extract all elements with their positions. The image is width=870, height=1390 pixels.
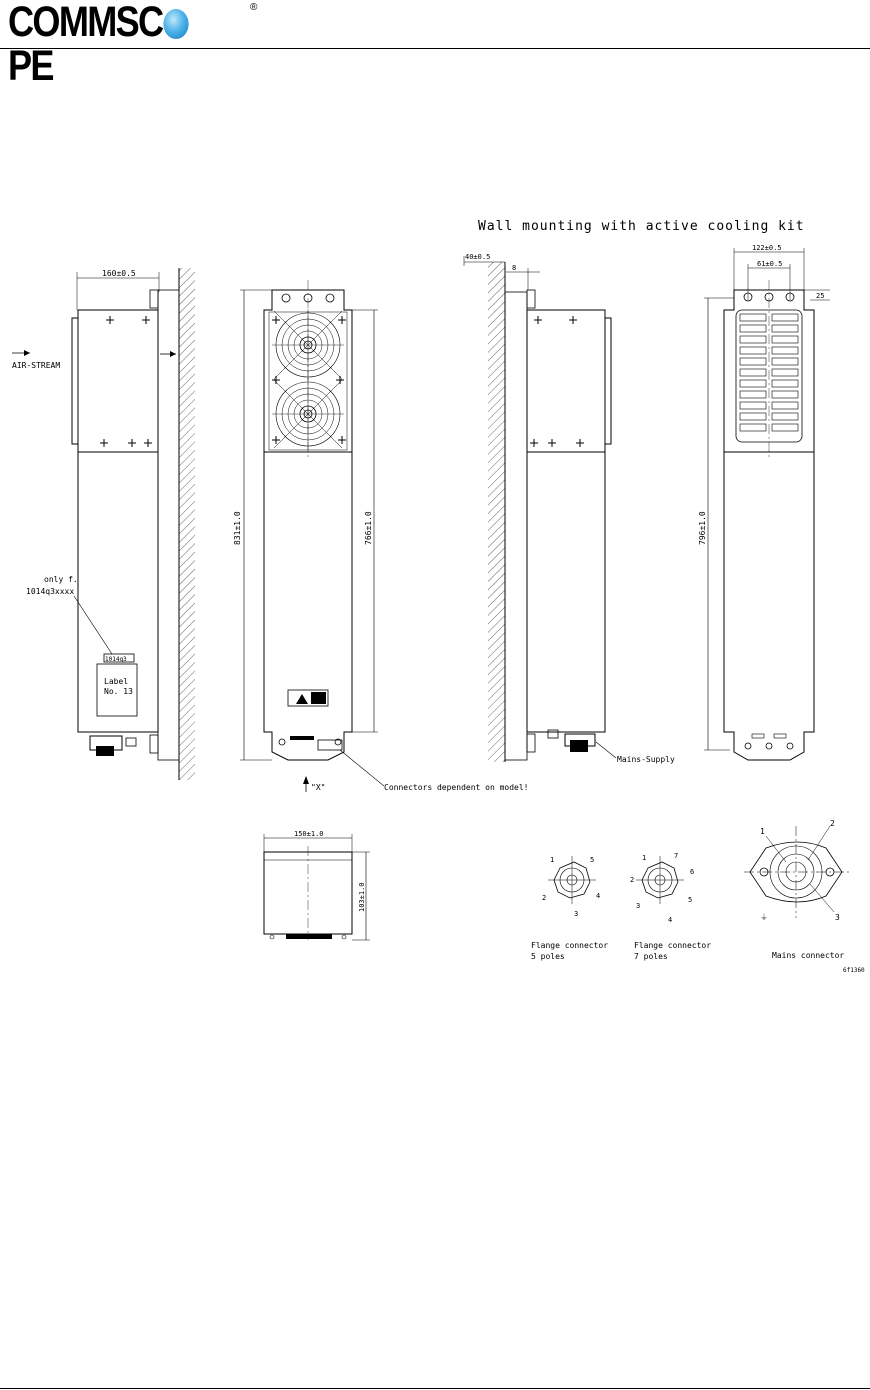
m-pin3: 3	[835, 913, 840, 922]
rear-view	[698, 244, 830, 760]
f7-pin6: 6	[690, 868, 695, 876]
dim-25: 25	[816, 292, 825, 300]
f7-pin4: 4	[668, 916, 673, 924]
front-view-fans	[233, 280, 529, 792]
f7-pin2: 2	[630, 876, 635, 884]
label-no-line2: No. 13	[104, 687, 133, 696]
dim-8: 8	[512, 264, 517, 272]
flange5-label-2: 5 poles	[531, 952, 565, 961]
drawing-number: 6f1360	[843, 967, 865, 974]
side-view-left	[12, 268, 195, 780]
view-x-label: "X"	[311, 783, 326, 792]
logo-registered-mark: ®	[250, 2, 258, 13]
air-stream-label: AIR-STREAM	[12, 361, 61, 370]
logo-wordmark: COMMSCPE	[8, 0, 226, 88]
connectors-note: Connectors dependent on model!	[384, 783, 529, 792]
f5-pin1: 1	[550, 856, 555, 864]
f5-pin4: 4	[596, 892, 601, 900]
dim-766: 766±1.0	[364, 511, 373, 545]
flange-connector-5	[531, 856, 608, 961]
bottom-view	[264, 830, 370, 940]
flange7-label-2: 7 poles	[634, 952, 668, 961]
dim-61: 61±0.5	[757, 260, 783, 268]
mains-connector-label: Mains connector	[772, 951, 845, 960]
m-pin2: 2	[830, 819, 835, 828]
f7-pin7: 7	[674, 852, 679, 860]
f7-pin1: 1	[642, 854, 647, 862]
f5-pin5: 5	[590, 856, 595, 864]
mains-supply-label: Mains-Supply	[617, 755, 675, 764]
only-for-partno: 1014q3xxxx	[26, 587, 75, 596]
m-pin-ground: ⏚	[760, 913, 768, 922]
f5-pin3: 3	[574, 910, 579, 918]
f7-pin5: 5	[688, 896, 693, 904]
mains-connector	[744, 819, 852, 960]
only-for-label: only f.	[44, 575, 78, 584]
m-pin1: 1	[760, 827, 765, 836]
dim-40: 40±0.5	[465, 253, 491, 261]
dim-160: 160±0.5	[102, 269, 136, 278]
flange5-label-1: Flange connector	[531, 941, 609, 950]
flange-connector-7	[630, 852, 711, 961]
footer-rule	[0, 1388, 870, 1389]
f5-pin2: 2	[542, 894, 547, 902]
label-no-line1: Label	[104, 677, 129, 686]
dim-122: 122±0.5	[752, 244, 782, 252]
dim-796: 796±1.0	[698, 511, 707, 545]
small-tag-label: 1014q3	[105, 656, 127, 663]
drawing-title: Wall mounting with active cooling kit	[478, 219, 805, 234]
side-view-right	[464, 253, 675, 764]
dim-103: 103±1.0	[358, 882, 366, 912]
dim-831: 831±1.0	[233, 511, 242, 545]
flange7-label-1: Flange connector	[634, 941, 712, 950]
dim-150: 150±1.0	[294, 830, 324, 838]
f7-pin3: 3	[636, 902, 641, 910]
